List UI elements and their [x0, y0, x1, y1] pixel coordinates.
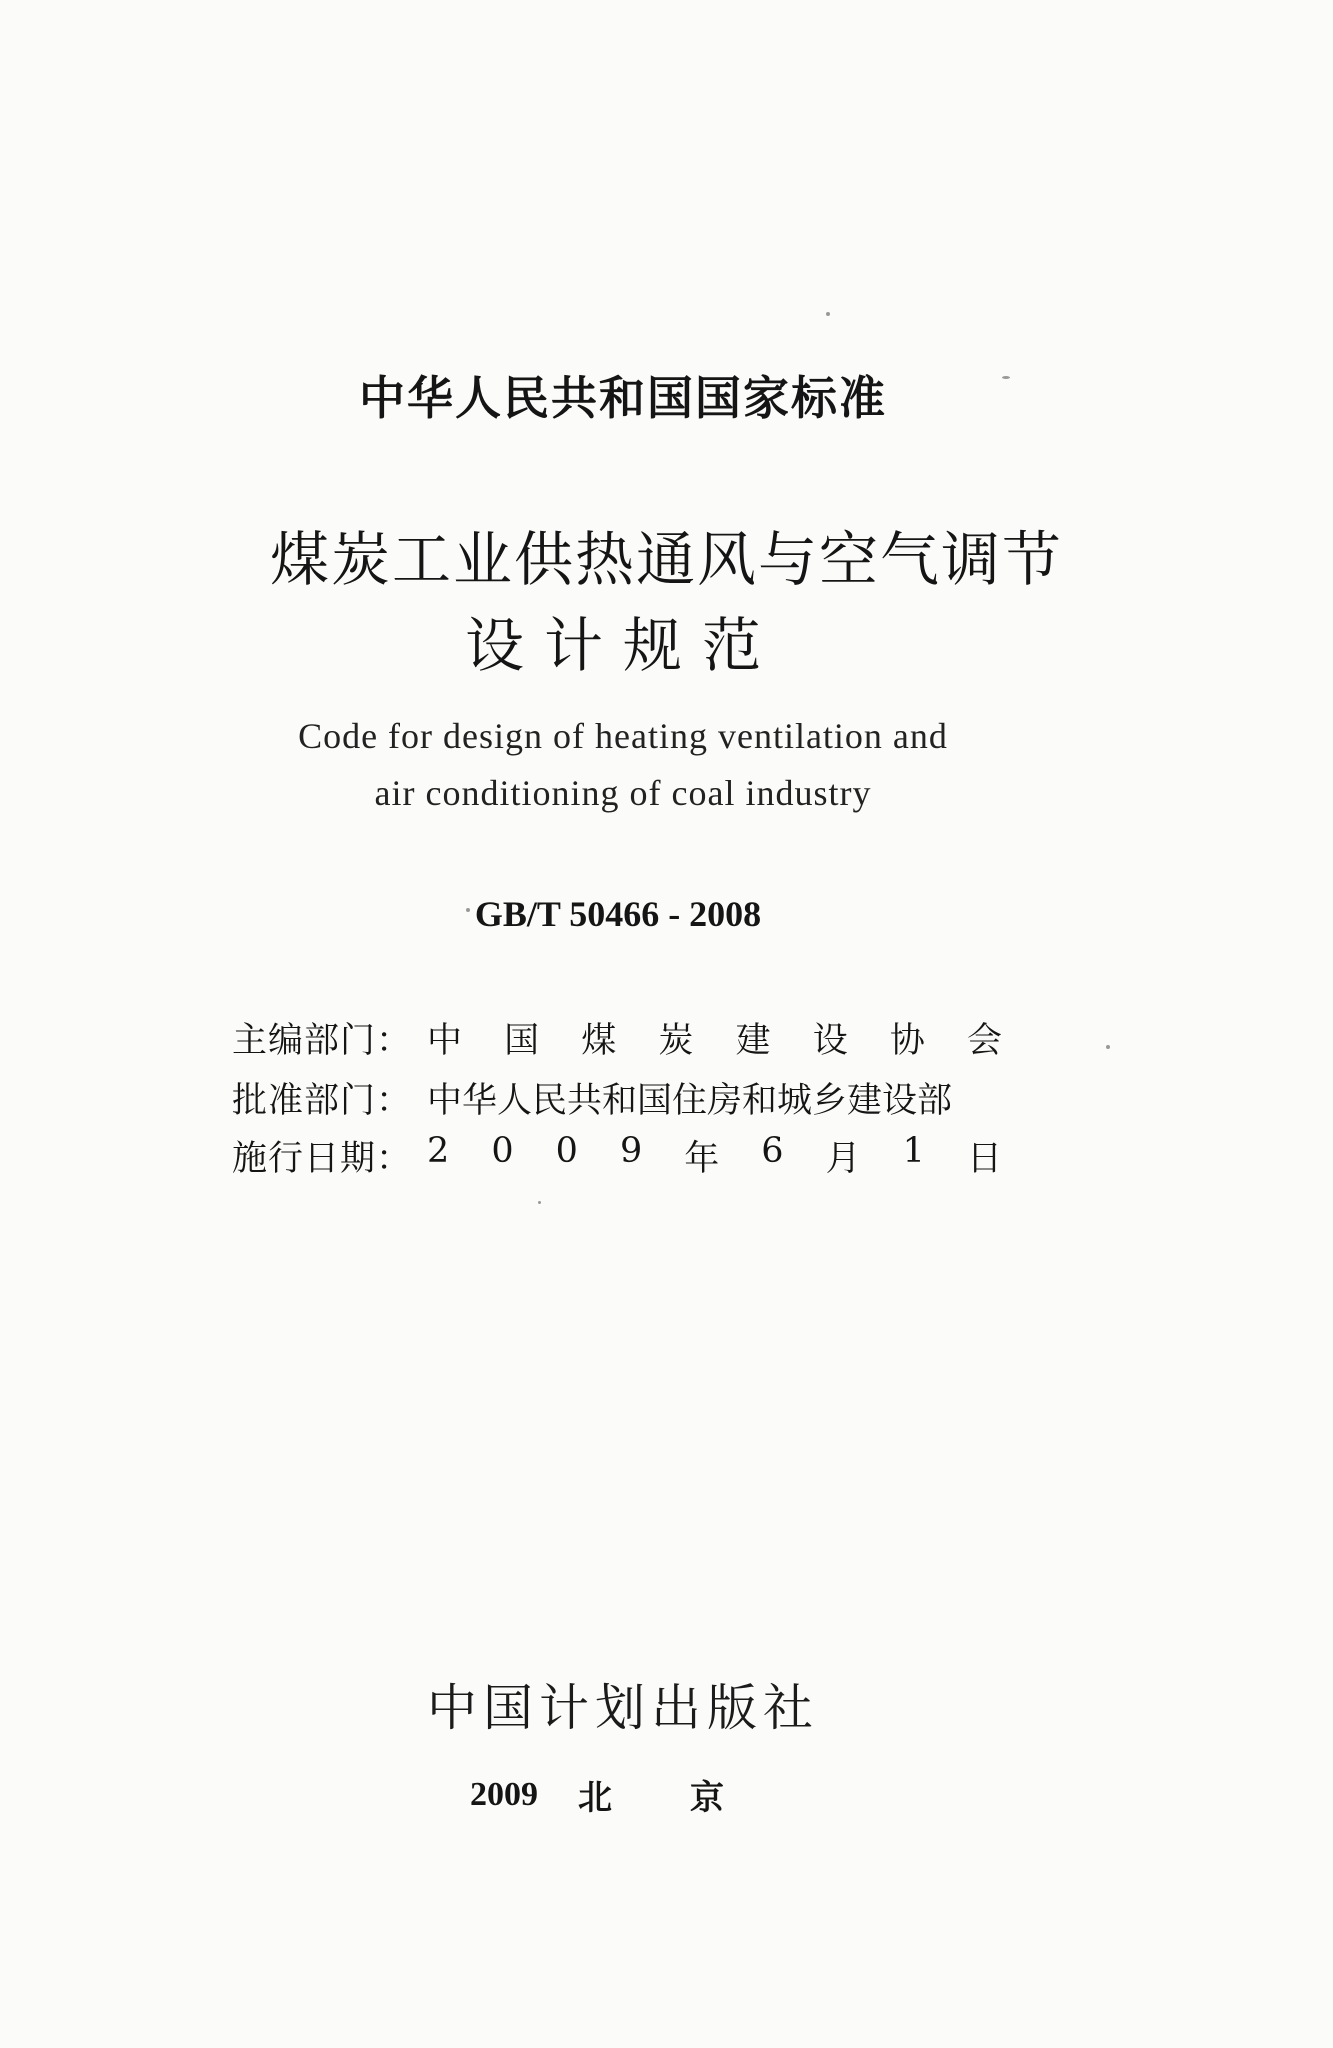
editor-char: 建 [735, 1021, 771, 1061]
approver-label: 批准部门： [232, 1081, 413, 1121]
scan-speck [826, 312, 830, 316]
date-char: 6 [761, 1131, 784, 1171]
publication-line [470, 1770, 724, 1819]
effective-date-label: 施行日期： [232, 1139, 413, 1179]
editor-value [427, 1013, 1002, 1063]
date-char: 日 [966, 1139, 1002, 1179]
document-title-line-2: 设计规范 [464, 611, 781, 680]
standard-type-heading: 中华人民共和国国家标准 [359, 371, 887, 425]
scan-speck [466, 908, 470, 912]
date-char: 月 [825, 1139, 861, 1179]
publication-city-char: 京 [690, 1778, 724, 1818]
date-char: 9 [619, 1131, 643, 1171]
publication-city-char: 北 [578, 1778, 612, 1818]
editor-char: 设 [812, 1021, 848, 1061]
editor-char: 协 [889, 1021, 925, 1061]
date-char: 年 [684, 1139, 720, 1179]
editor-char: 煤 [581, 1021, 617, 1061]
effective-date-value [427, 1131, 1002, 1181]
date-char: 0 [555, 1131, 578, 1171]
english-title-line-2: air conditioning of coal industry [374, 773, 872, 813]
publisher-name: 中国计划出版社 [427, 1679, 819, 1737]
document-title-line-1: 煤炭工业供热通风与空气调节 [269, 525, 1063, 594]
approver-row [232, 1072, 1002, 1124]
editor-char: 炭 [658, 1021, 694, 1061]
scan-speck [1106, 1045, 1110, 1049]
english-title-line-1: Code for design of heating ventilation and [298, 716, 948, 756]
date-char: 2 [427, 1131, 450, 1171]
editor-char: 会 [966, 1021, 1002, 1061]
date-char: 0 [491, 1131, 514, 1171]
editor-char: 国 [504, 1021, 540, 1061]
date-char: 1 [902, 1131, 925, 1171]
editor-label: 主编部门： [232, 1021, 413, 1061]
scan-speck [1002, 376, 1010, 379]
editor-row [232, 1012, 1002, 1064]
standard-code: GB/T 50466 - 2008 [474, 894, 762, 934]
effective-date-row [232, 1130, 1002, 1182]
scan-speck [538, 1201, 541, 1204]
publication-year: 2009 [470, 1775, 538, 1813]
approver-value: 中华人民共和国住房和城乡建设部 [427, 1081, 953, 1121]
editor-char: 中 [427, 1021, 463, 1061]
